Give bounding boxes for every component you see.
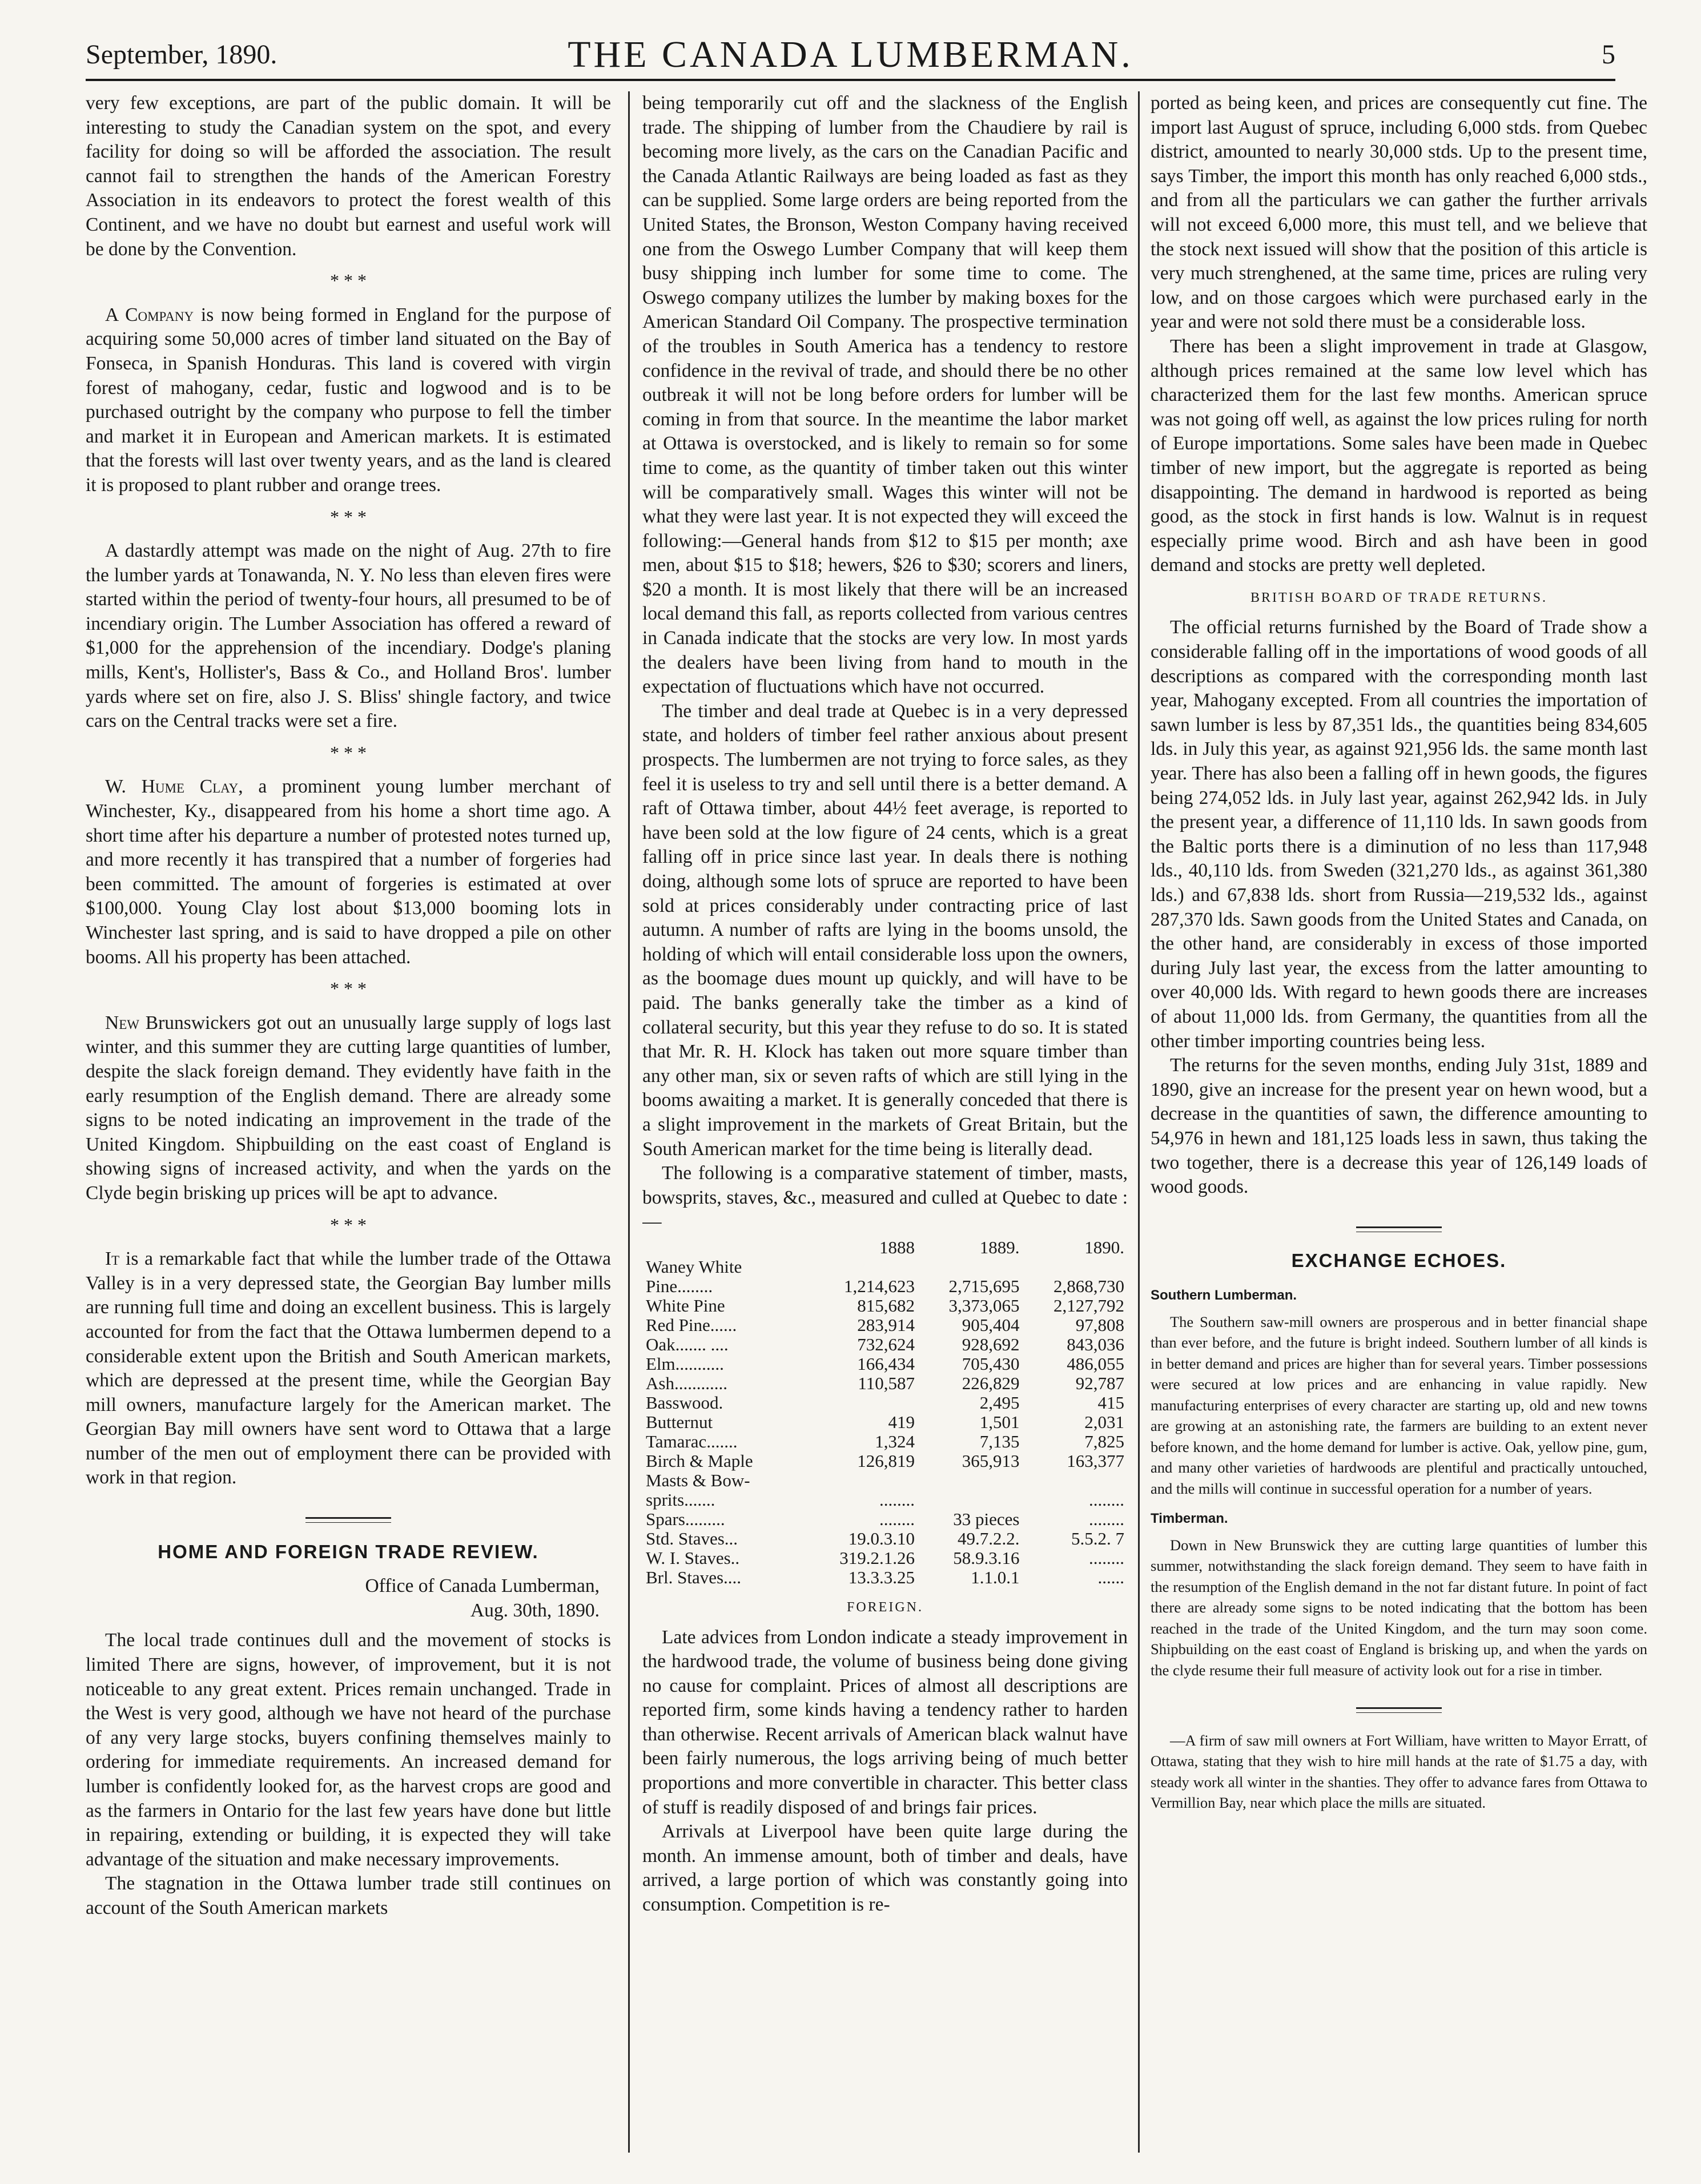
table-row bbox=[642, 1393, 1128, 1413]
table-row bbox=[642, 1510, 1128, 1529]
paragraph: Down in New Brunswick they are cutting large quantities of lumber this summer, notwithstanding the slack foreign demand. They seem to have faith in the resumption of the English demand in the not far distant future. In point of fact there are already some signs to be noted indicating that the bottom has been reached in the trade of the United Kingdom, and the turn may soon come. Shipbuilding on the east coast of England is brisking up, and when the yards on the clyde resume their full measure of activity look out for a rise in timber. bbox=[1151, 1536, 1647, 1679]
table-cell bbox=[918, 1257, 1023, 1277]
table-cell bbox=[807, 1257, 918, 1277]
decorative-rule bbox=[86, 1505, 611, 1530]
table-cell: 49.7.2.2. bbox=[957, 1528, 1020, 1548]
table-cell: 19.0.3.10 bbox=[848, 1528, 915, 1548]
section-separator: * * * bbox=[330, 270, 367, 291]
row-label: Pine........ bbox=[646, 1276, 713, 1296]
table-cell bbox=[918, 1471, 1023, 1490]
table-header: 1888 bbox=[879, 1237, 915, 1257]
row-label: Spars......... bbox=[646, 1509, 725, 1529]
paragraph: being temporarily cut off and the slackness of the English trade. The shipping of lumber from the Chaudiere by rail is becoming more lively, as the cars on the Canadian Pacific and the Canada Atlantic Railways are being loaded as fast as they can be supplied. Some large orders are being reported from the United States, the Bronson, Weston Company having received one from the Oswego Lumber Company that will keep them busy shipping inch lumber for some time to come. The Oswego company utilizes the lumber by making boxes for the American Standard Oil Company. The prospective termination of the troubles in South America has a tendency to restore confidence in the revival of trade, and should there be no other outbreak it will not be long before orders for lumber will be coming in from that source. In the meantime the labor market at Ottawa is overstocked, and is likely to remain so for some time to come, as the quantity of timber taken out this winter will be comparatively small. Wages this winter will not be what they were last year. It is not expected they will exceed the following:—General hands from $12 to $15 per month; axe men, about $15 to $18; hewers, $26 to $30; scorers and liners, $20 a month. It is most likely that there will be an increased local demand this fall, as reports collected from various centres in Canada indicate that the stocks are very low. In most yards the dealers have been living from hand to mouth in the expectation of fluctuations which have not occurred. bbox=[642, 92, 1128, 698]
table-cell: 1,324 bbox=[875, 1431, 915, 1451]
table-cell bbox=[918, 1490, 1023, 1510]
lead-in: W. Hume Clay bbox=[105, 776, 239, 798]
table-cell: 2,715,695 bbox=[948, 1276, 1020, 1296]
table-row bbox=[642, 1548, 1128, 1568]
office-line: Office of Canada Lumberman, bbox=[365, 1575, 600, 1597]
table-cell bbox=[1023, 1257, 1128, 1277]
table-row bbox=[642, 1374, 1128, 1393]
paragraph: There has been a slight improvement in trade at Glasgow, although prices remained at the same low level which has characterized them for the last few months. American spruce was not going off well, as against the low prices ruling for north of Europe importations. Some sales have been made in Quebec timber of new import, but the aggregate is reported as being disappointing. The demand in hardwood is reported as being good, as the stock in first hands is low. Walnut is in request especially prime wood. Birch and ash have been in good demand and stocks are pretty well depleted. bbox=[1151, 335, 1647, 576]
section-separator: * * * bbox=[330, 506, 367, 527]
table-cell: 486,055 bbox=[1067, 1353, 1124, 1374]
table-cell: ........ bbox=[1089, 1489, 1124, 1510]
table-row bbox=[642, 1432, 1128, 1451]
table-row bbox=[642, 1413, 1128, 1432]
subsection-heading: BRITISH BOARD OF TRADE RETURNS. bbox=[1250, 590, 1547, 605]
table-cell: 928,692 bbox=[962, 1334, 1020, 1354]
table-cell: 2,127,792 bbox=[1053, 1295, 1124, 1316]
column-divider bbox=[1138, 91, 1140, 2153]
table-cell: ........ bbox=[879, 1509, 915, 1529]
table-row bbox=[642, 1296, 1128, 1316]
paragraph bbox=[86, 775, 611, 970]
paragraph: The following is a comparative statement of timber, masts, bowsprits, staves, &c., measured and culled at Quebec to date :— bbox=[642, 1163, 1128, 1233]
table-cell: 419 bbox=[888, 1411, 915, 1432]
table-cell: ...... bbox=[1097, 1567, 1124, 1587]
section-separator: * * * bbox=[330, 742, 367, 763]
column-3 bbox=[1151, 91, 1647, 2158]
office-date: Aug. 30th, 1890. bbox=[470, 1599, 600, 1621]
table-cell: 33 pieces bbox=[953, 1509, 1020, 1529]
section-heading: EXCHANGE ECHOES. bbox=[1291, 1250, 1507, 1272]
paragraph-text: , a prominent young lumber merchant of Winchester, Ky., disappeared from his home a short time ago. A short time after his departure a number of protested notes turned up, and more recently it has transpired that a number of forgeries had been committed. The amount of forgeries is estimated at over $100,000. Young Clay lost about $13,000 booming lots in Winchester last spring, and is said to have dropped a pile on other booms. All his property has been attached. bbox=[86, 776, 611, 968]
paragraph: Late advices from London indicate a steady improvement in the hardwood trade, the volume of business being done giving no cause for complaint. Prices of almost all descriptions are reported firm, some kinds having a tendency rather to harden than otherwise. Recent arrivals of American black walnut have been fairly numerous, the logs arriving being of much better proportions and more convertible in character. This better class of stuff is readily disposed of and brings fair prices. bbox=[642, 1626, 1128, 1818]
row-label: Elm........... bbox=[646, 1353, 724, 1374]
table-row bbox=[642, 1529, 1128, 1548]
table-row bbox=[642, 1471, 1128, 1490]
paragraph: ported as being keen, and prices are consequently cut fine. The import last August of spruce, including 6,000 stds. from Quebec district, amounted to nearly 30,000 stds. Up to the present time, says Timber, the import this month has only reached 6,000 stds., and from all the particulars we can gather the further arrivals will not exceed 6,000 more, this must tell, and we believe that the stock next issued will show that the position of this article is very much strenghened, at the same time, prices are ruling very low, and on those cargoes which were purchased early in the year and were not sold there must be a considerable loss. bbox=[1151, 92, 1647, 333]
table-cell: 166,434 bbox=[857, 1353, 915, 1374]
table-cell bbox=[1023, 1471, 1128, 1490]
paragraph: very few exceptions, are part of the public domain. It will be interesting to study the Canadian system on the spot, and every facility for doing so will be afforded the association. The result cannot fail to strengthen the hands of the American Forestry Association in its endeavors to protect the forest wealth of this Continent, and we have no doubt but earnest and useful work will be done by the Convention. bbox=[86, 92, 611, 260]
paragraph: The official returns furnished by the Board of Trade show a considerable falling off in the importations of wood goods of all descriptions as compared with the corresponding month last year, Mahogany excepted. From all countries the importation of sawn lumber is less by 87,351 lds., the quantities being 834,605 lds. in July this year, as against 921,956 lds. the same month last year. There has also been a falling off in hewn goods, the figures being 274,052 lds. in July last year, against 262,942 lds. in July the present year, a difference of 11,110 lds. In sawn goods from the Baltic ports there is a diminution of no less than 117,948 lds., 40,110 lds. from Sweden (321,270 lds., as against 361,380 lds.) and 67,838 lds. short from Russia—219,532 lds., against 287,370 lds. Sawn goods from the United States and Canada, on the other hand, are considerably in excess of those imported during July last year, the excess from the latter amounting to over 40,000 lds. With regard to hewn goods there are increases of about 11,000 lds. from Germany, the quantities from all the other timber importing countries being less. bbox=[1151, 617, 1647, 1052]
table-cell: 58.9.3.16 bbox=[953, 1547, 1020, 1568]
table-cell: 365,913 bbox=[962, 1450, 1020, 1471]
office-dateline bbox=[86, 1574, 600, 1623]
paragraph-text: Brunswickers got out an unusually large supply of logs last winter, and this summer they are cutting large quantities of lumber, despite the slack foreign demand. They evidently have faith in the early resumption of the English demand. There are already some signs to be noted indicating an improvement in the trade of the United Kingdom. Shipbuilding on the east coast of England is showing signs of increased activity, and when the yards on the Clyde begin brisking up prices will be apt to advance. bbox=[86, 1012, 611, 1204]
table-cell: 3,373,065 bbox=[948, 1295, 1020, 1316]
page-header bbox=[86, 33, 1615, 81]
table-cell: 126,819 bbox=[857, 1450, 915, 1471]
table-cell: 283,914 bbox=[857, 1314, 915, 1335]
table-cell: 7,825 bbox=[1084, 1431, 1124, 1451]
lead-in: It bbox=[105, 1248, 120, 1270]
table-row bbox=[642, 1277, 1128, 1296]
table-cell: 319.2.1.26 bbox=[839, 1547, 915, 1568]
lead-in: New bbox=[105, 1012, 139, 1033]
issue-date: September, 1890. bbox=[86, 39, 278, 70]
row-label: Basswood. bbox=[646, 1392, 723, 1413]
column-divider bbox=[628, 91, 630, 2153]
table-row bbox=[642, 1354, 1128, 1374]
table-cell: 415 bbox=[1097, 1392, 1124, 1413]
paragraph: The Southern saw-mill owners are prosperous and in better financial shape than ever before, and the future is bright indeed. Southern lumber of all kinds is in better demand and prices are higher than for several years. Timber possessions were secured at low prices and are enhancing in value rapidly. New manufacturing enterprises of every character are starting up, old and new towns are growing at an astonishing rate, the farmers are building to an extent never before known, and the home demand for lumber is active. Oak, yellow pine, gum, and many other varieties of hardwoods are plentiful and practically untouched, and the mills will continue in successful operation for a number of years. bbox=[1151, 1313, 1647, 1497]
table-cell: 2,868,730 bbox=[1053, 1276, 1124, 1296]
paragraph: The timber and deal trade at Quebec is in a very depressed state, and holders of timber feel rather anxious about present prospects. The lumbermen are not trying to force sales, as they feel it is useless to try and sell until there is a better demand. A raft of Ottawa timber, about 44½ feet average, is reported to have been sold at the low figure of 24 cents, which is a great falling off in price since last year. In deals there is nothing doing, although some lots of spruce are reported to have been sold at prices considerably under contracting price of last autumn. A number of rafts are lying in the booms unsold, the holding of which will entail considerable loss upon the owners, as the boomage dues mount up quickly, and will have to be paid. The banks generally take the timber as a kind of collateral security, but this year they refuse to do so. It is stated that Mr. R. H. Klock has taken out more square timber than any other man, six or seven rafts of which are still lying in the booms awaiting a market. It is generally conceded that there is a slight improvement in the markets of Great Britain, but the South American market for the time being is literally dead. bbox=[642, 700, 1128, 1160]
table-header-row bbox=[642, 1238, 1128, 1257]
masthead-title: THE CANADA LUMBERMAN. bbox=[568, 34, 1133, 75]
column-2 bbox=[642, 91, 1128, 2158]
table-cell: 163,377 bbox=[1067, 1450, 1124, 1471]
page-number: 5 bbox=[1602, 39, 1615, 70]
row-label: Oak....... .... bbox=[646, 1334, 729, 1354]
table-cell: 705,430 bbox=[962, 1353, 1020, 1374]
table-cell: 1.1.0.1 bbox=[971, 1567, 1020, 1587]
table-cell bbox=[807, 1471, 918, 1490]
row-label: Birch & Maple bbox=[646, 1450, 753, 1471]
section-heading: HOME AND FOREIGN TRADE REVIEW. bbox=[158, 1541, 539, 1562]
table-row bbox=[642, 1451, 1128, 1471]
table-body bbox=[642, 1257, 1128, 1587]
paragraph: A dastardly attempt was made on the night of Aug. 27th to fire the lumber yards at Tonawanda, N. Y. No less than eleven fires were started within the period of twenty-four hours, all presumed to be of incendiary origin. The Lumber Association has offered a reward of $1,000 for the apprehension of the incendiary. Dodge's planing mills, Kent's, Hollister's, Bass & Co., and Holland Bros'. lumber yards where set on fire, also J. S. Bliss' shingle factory, and twice cars on the Central tracks were set a fire. bbox=[86, 540, 611, 732]
paragraph: —A firm of saw mill owners at Fort William, have written to Mayor Erratt, of Ottawa, stating that they wish to hire mill hands at the rate of $1.75 a day, with steady work all winter in the shanties. They offer to advance fares from Ottawa to Vermillion Bay, near which place the mills are situated. bbox=[1151, 1731, 1647, 1812]
section-separator: * * * bbox=[330, 1214, 367, 1235]
table-cell: 13.3.3.25 bbox=[848, 1567, 915, 1587]
table-cell: 843,036 bbox=[1067, 1334, 1124, 1354]
table-cell: 1,501 bbox=[979, 1411, 1020, 1432]
row-label: W. I. Staves.. bbox=[646, 1547, 740, 1568]
row-label: Butternut bbox=[646, 1411, 713, 1432]
table-row bbox=[642, 1490, 1128, 1510]
paragraph: The stagnation in the Ottawa lumber trade still continues on account of the South American markets bbox=[86, 1873, 611, 1918]
table-cell bbox=[807, 1393, 918, 1413]
source-label: Southern Lumberman. bbox=[1151, 1287, 1297, 1303]
table-cell: 815,682 bbox=[857, 1295, 915, 1316]
table-cell: ........ bbox=[1089, 1547, 1124, 1568]
paragraph bbox=[86, 1247, 611, 1490]
table-cell: 7,135 bbox=[979, 1431, 1020, 1451]
table-cell: ........ bbox=[1089, 1509, 1124, 1529]
table-cell: 732,624 bbox=[857, 1334, 915, 1354]
row-label: Std. Staves... bbox=[646, 1528, 738, 1548]
row-label: Brl. Staves.... bbox=[646, 1567, 742, 1587]
table-cell: 110,587 bbox=[858, 1373, 915, 1393]
row-label: White Pine bbox=[646, 1295, 725, 1316]
section-separator: * * * bbox=[330, 978, 367, 999]
table-header bbox=[642, 1238, 807, 1257]
table-cell: 905,404 bbox=[962, 1314, 1020, 1335]
decorative-rule bbox=[1151, 1695, 1647, 1720]
paragraph: Arrivals at Liverpool have been quite large during the month. An immense amount, both of timber and deals, have arrived, a large portion of which was constantly going into consumption. Competition is re- bbox=[642, 1821, 1128, 1916]
table-cell: 97,808 bbox=[1075, 1314, 1124, 1335]
lead-in: A Company bbox=[105, 304, 194, 325]
table-cell: 2,031 bbox=[1084, 1411, 1124, 1432]
table-row bbox=[642, 1568, 1128, 1587]
table-row bbox=[642, 1335, 1128, 1354]
paragraph bbox=[86, 1011, 611, 1206]
table-header: 1889. bbox=[979, 1237, 1020, 1257]
table-row bbox=[642, 1316, 1128, 1335]
table-header: 1890. bbox=[1084, 1237, 1124, 1257]
row-label: Waney White bbox=[646, 1256, 742, 1277]
paragraph bbox=[86, 303, 611, 498]
table-cell: 92,787 bbox=[1075, 1373, 1124, 1393]
table-cell: 226,829 bbox=[962, 1373, 1020, 1393]
column-1 bbox=[86, 91, 611, 2158]
row-label: Ash............ bbox=[646, 1373, 727, 1393]
table-cell: ........ bbox=[879, 1489, 915, 1510]
table-cell: 2,495 bbox=[979, 1392, 1020, 1413]
table-cell: 5.5.2. 7 bbox=[1071, 1528, 1124, 1548]
subsection-heading: FOREIGN. bbox=[846, 1599, 923, 1615]
row-label: Tamarac....... bbox=[646, 1431, 738, 1451]
row-label: sprits....... bbox=[646, 1489, 715, 1510]
source-label: Timberman. bbox=[1151, 1511, 1228, 1526]
paragraph: The returns for the seven months, ending July 31st, 1889 and 1890, give an increase for the present year on hewn wood, but a decrease in the quantities of sawn, the difference amounting to 54,976 in hewn and 181,125 loads less in sawn, thus taking the two together, there is a decrease this year of 126,149 loads of wood goods. bbox=[1151, 1055, 1647, 1198]
paragraph-text: is a remarkable fact that while the lumber trade of the Ottawa Valley is in a very depressed state, the Georgian Bay lumber mills are running full time and doing an excellent business. This is largely accounted for from the fact that the Ottawa lumbermen depend to a considerable extent upon the British and South American markets, which are depressed at the present time, while the Georgian Bay mill owners, manufacture largely for the American market. The Georgian Bay mill owners have sent word to Ottawa that a large number of the men out of employment there can be provided with work in that region. bbox=[86, 1248, 611, 1489]
paragraph-text: is now being formed in England for the purpose of acquiring some 50,000 acres of timber land situated on the Bay of Fonseca, in Spanish Honduras. This land is covered with virgin forest of mahogany, cedar, fustic and logwood and is to be purchased outright by the company who purpose to fell the timber and market it in European and American markets. It is estimated that the forests will last over twenty years, and as the land is cleared it is proposed to plant rubber and orange trees. bbox=[86, 304, 611, 496]
table-row bbox=[642, 1257, 1128, 1277]
paragraph: The local trade continues dull and the movement of stocks is limited There are signs, however, of improvement, but it is not noticeable to any great extent. Prices remain unchanged. Trade in the West is very good, although we have not heard of the purchase of any very large stocks, buyers confining themselves mainly to ordering for immediate requirements. An increased demand for lumber is confidently looked for, as the harvest crops are good and as the farmers in Ontario for the last few years have done but little in repairing, extending or building, it is expected they will take advantage of the situation and make necessary improvements. bbox=[86, 1630, 611, 1870]
row-label: Red Pine...... bbox=[646, 1314, 737, 1335]
row-label: Masts & Bow- bbox=[646, 1470, 750, 1490]
timber-statement-table bbox=[642, 1238, 1128, 1587]
decorative-rule bbox=[1151, 1214, 1647, 1239]
table-cell: 1,214,623 bbox=[843, 1276, 915, 1296]
